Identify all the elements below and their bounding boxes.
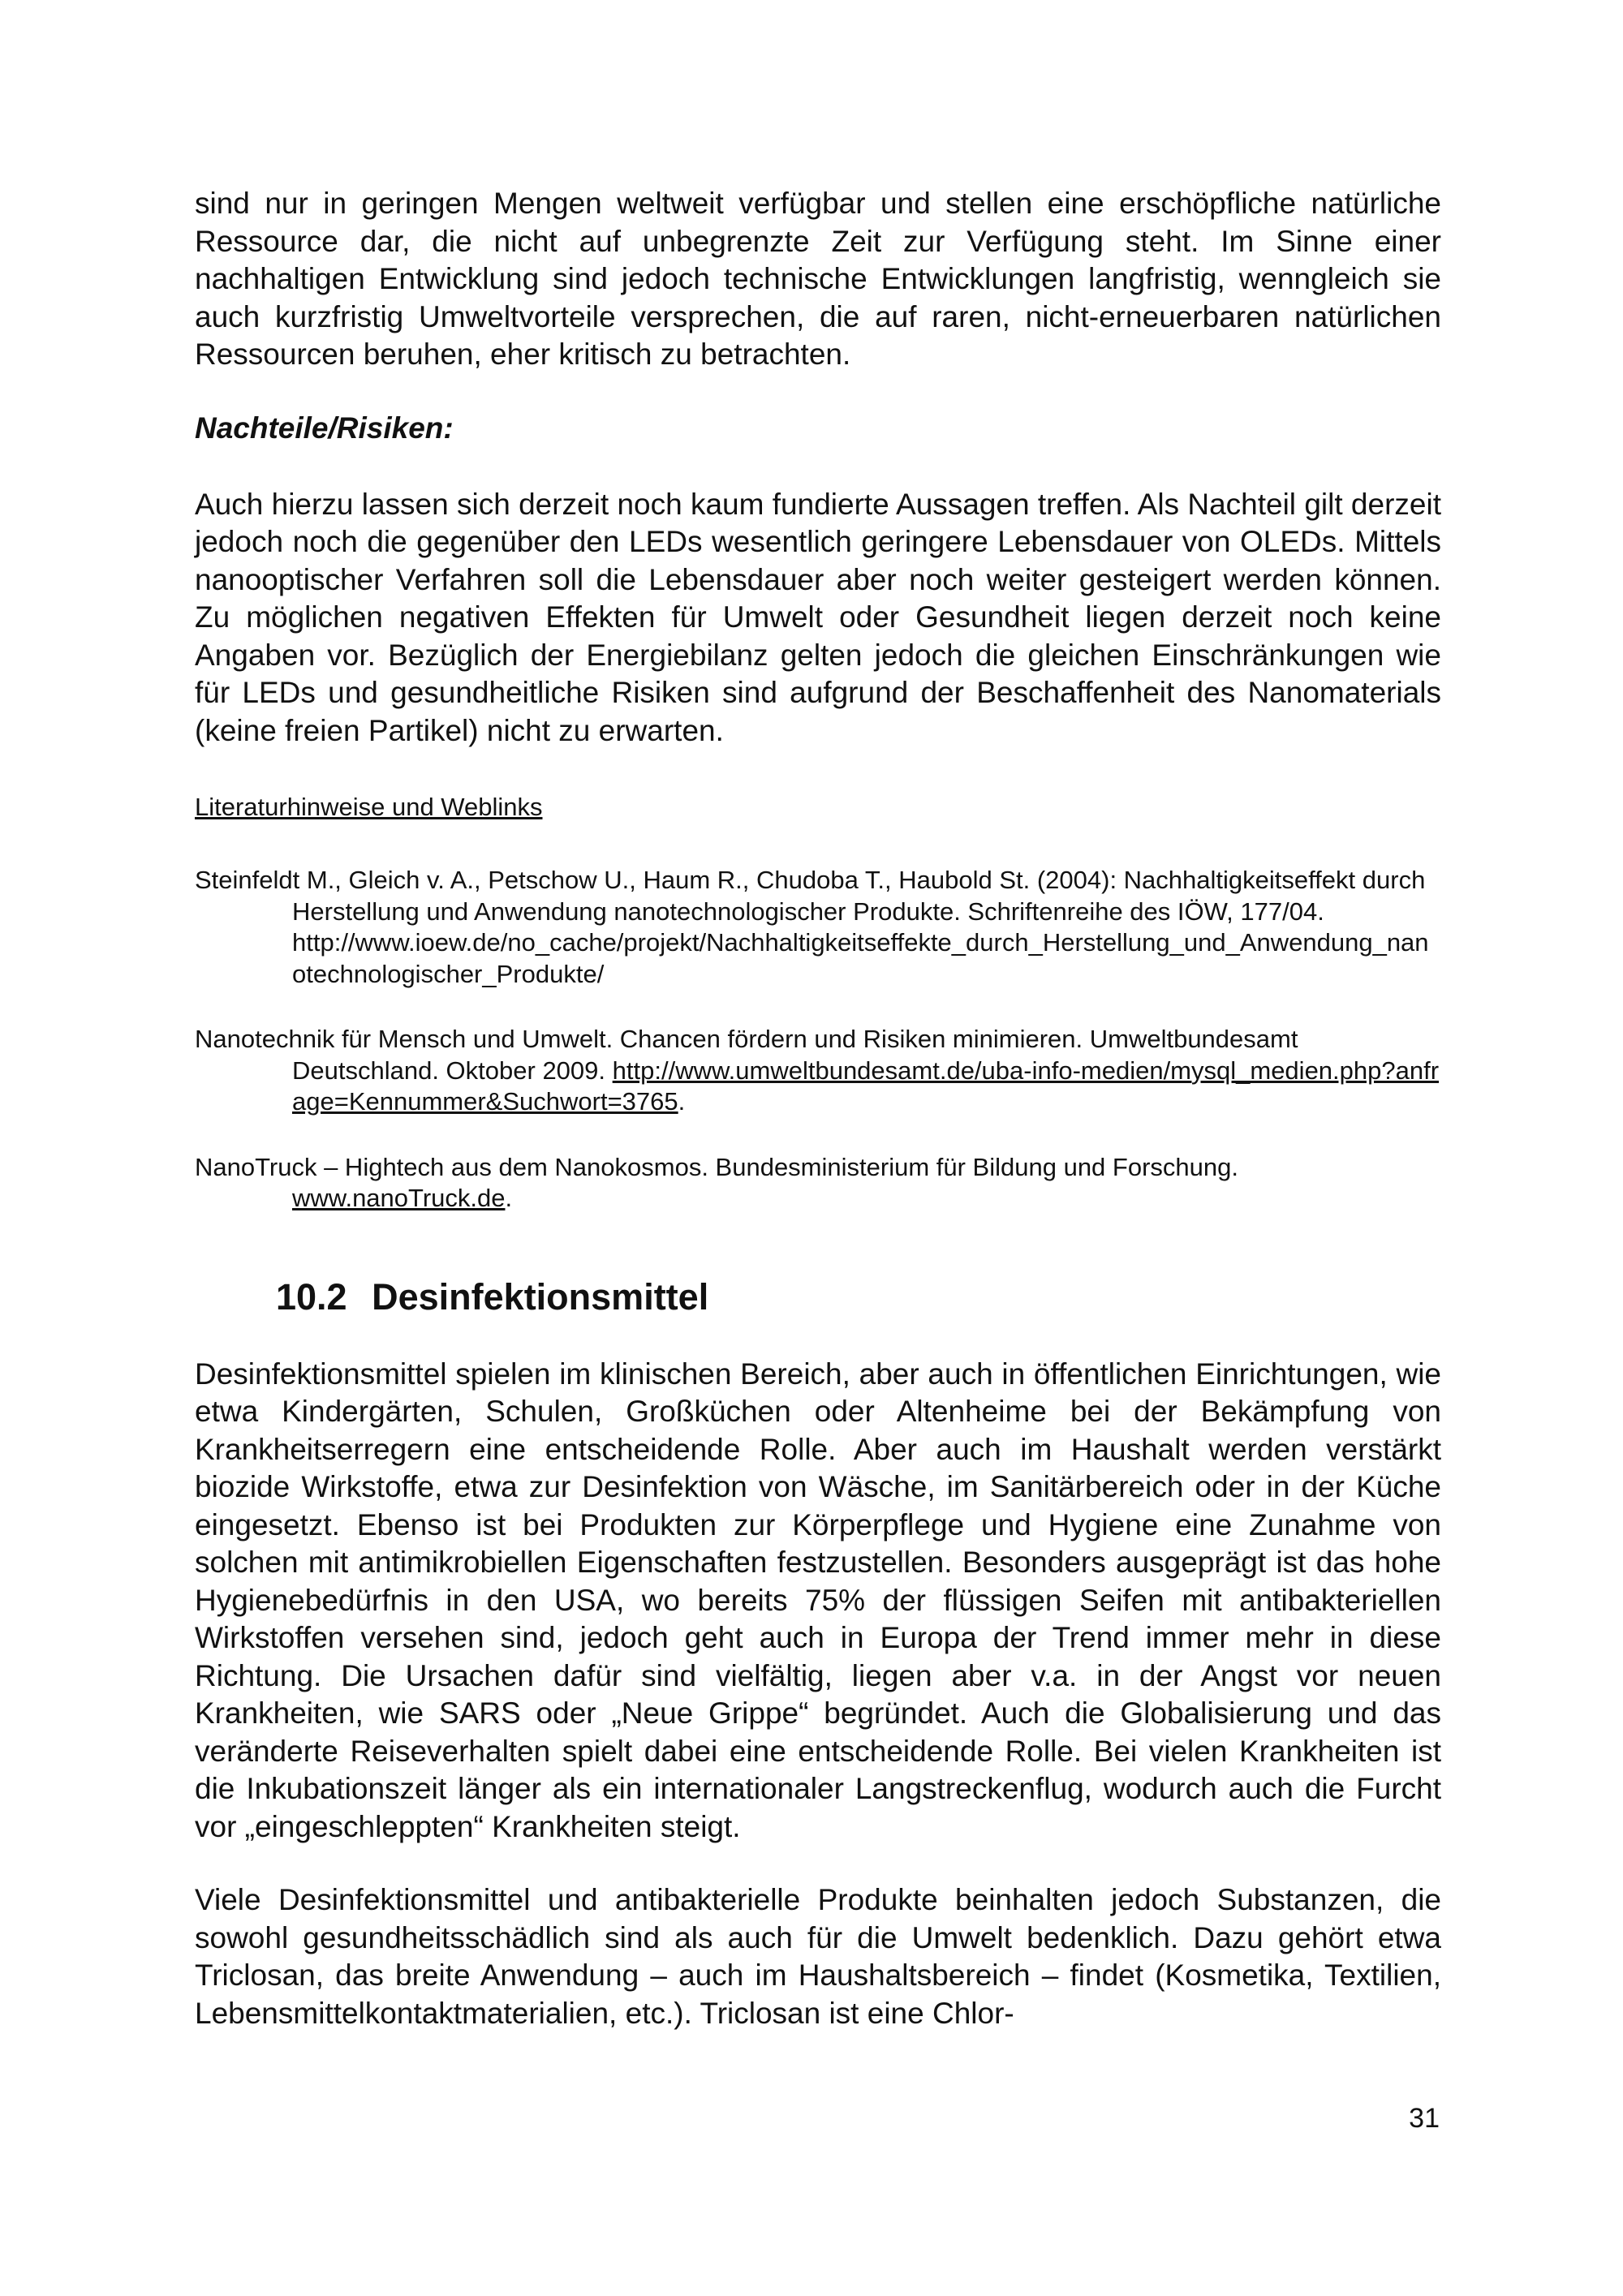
reference-text: NanoTruck – Hightech aus dem Nanokosmos. Bundesministerium für Bildung und Forschung. [195,1152,1238,1181]
section-title-text: Desinfektionsmittel [372,1275,709,1318]
reference-suffix: . [505,1184,513,1212]
reference-text: Steinfeldt M., Gleich v. A., Petschow U., Haum R., Chudoba T., Haubold St. (2004): Nachhaltigkeitseffekt durch Herstellung und Anwendung nanotechnologischer Produkte. Schriftenreihe des IÖW, 177/04. [195,866,1426,926]
page-number: 31 [1409,2103,1440,2134]
reference-url[interactable]: http://www.ioew.de/no_cache/projekt/Nachhaltigkeitseffekte_durch_Herstellung_und_Anwendung_nanotechnologischer_Produkte/ [292,928,1429,988]
section-number: 10.2 [276,1275,347,1318]
reference-text: Nanotechnik für Mensch und Umwelt. Chancen fördern und Risiken minimieren. Umweltbundesamt Deutschland. Oktober 2009. [195,1025,1298,1085]
section-paragraph: Desinfektionsmittel spielen im klinischen Bereich, aber auch in öffentlichen Einrichtungen, wie etwa Kindergärten, Schulen, Großküchen oder Altenheime bei der Bekämpfung von Krankheitserregern eine entscheidende Rolle. Aber auch im Haushalt werden verstärkt biozide Wirkstoffe, etwa zur Desinfektion von Wäsche, im Sanitärbereich oder in der Küche eingesetzt. Ebenso ist bei Produkten zur Körperpflege und Hygiene eine Zunahme von solchen mit antimikrobiellen Eigenschaften festzustellen. Besonders ausgeprägt ist das hohe Hygienebedürfnis in den USA, wo bereits 75% der flüssigen Seifen mit antibakteriellen Wirkstoffen versehen sind, jedoch geht auch in Europa der Trend immer mehr in diese Richtung. Die Ursachen dafür sind vielfältig, liegen aber v.a. in der Angst vor neuen Krankheiten, wie SARS oder „Neue Grippe“ begründet. Auch die Globalisierung und das veränderte Reiseverhalten spielt dabei eine entscheidende Rolle. Bei vielen Krankheiten ist die Inkubationszeit länger als ein internationaler Langstreckenflug, wodurch auch die Furcht vor „eingeschleppten“ Krankheiten steigt. [195,1357,1441,1843]
reference-item [195,1024,1441,1118]
reference-item [195,1152,1441,1215]
risks-heading: Nachteile/Risiken: [195,411,454,445]
section-paragraph: Viele Desinfektionsmittel und antibakterielle Produkte beinhalten jedoch Substanzen, die sowohl gesundheitsschädlich sind als auch für die Umwelt bedenklich. Dazu gehört etwa Triclosan, das breite Anwendung – auch im Haushaltsbereich – findet (Kosmetika, Textilien, Lebensmittelkontaktmaterialien, etc.). Triclosan ist eine Chlor- [195,1883,1441,2030]
section-title [276,1275,1441,1320]
intro-paragraph: sind nur in geringen Mengen weltweit verfügbar und stellen eine erschöpfliche natürliche Ressource dar, die nicht auf unbegrenzte Zeit zur Verfügung steht. Im Sinne einer nachhaltigen Entwicklung sind jedoch technische Entwicklungen langfristig, wenngleich sie auch kurzfristig Umweltvorteile versprechen, die auf raren, nicht-erneuerbaren natürlichen Ressourcen beruhen, eher kritisch zu betrachten. [195,187,1441,371]
risks-paragraph: Auch hierzu lassen sich derzeit noch kaum fundierte Aussagen treffen. Als Nachteil gilt derzeit jedoch noch die gegenüber den LEDs wesentlich geringere Lebensdauer von OLEDs. Mittels nanooptischer Verfahren soll die Lebensdauer aber noch weiter gesteigert werden können. Zu möglichen negativen Effekten für Umwelt oder Gesundheit liegen derzeit noch keine Angaben vor. Bezüglich der Energiebilanz gelten jedoch die gleichen Einschränkungen wie für LEDs und gesundheitliche Risiken sind aufgrund der Beschaffenheit des Nanomaterials (keine freien Partikel) nicht zu erwarten. [195,487,1441,747]
reference-item [195,865,1441,990]
page-content [195,185,1441,2032]
reference-link[interactable]: www.nanoTruck.de [292,1184,506,1212]
reference-link[interactable]: http://www.umweltbundesamt.de/uba-info-medien/mysql_medien.php?anfrage=Kennummer&Suchwort=3765 [292,1056,1440,1116]
literature-heading: Literaturhinweise und Weblinks [195,793,543,821]
reference-suffix: . [678,1087,686,1116]
